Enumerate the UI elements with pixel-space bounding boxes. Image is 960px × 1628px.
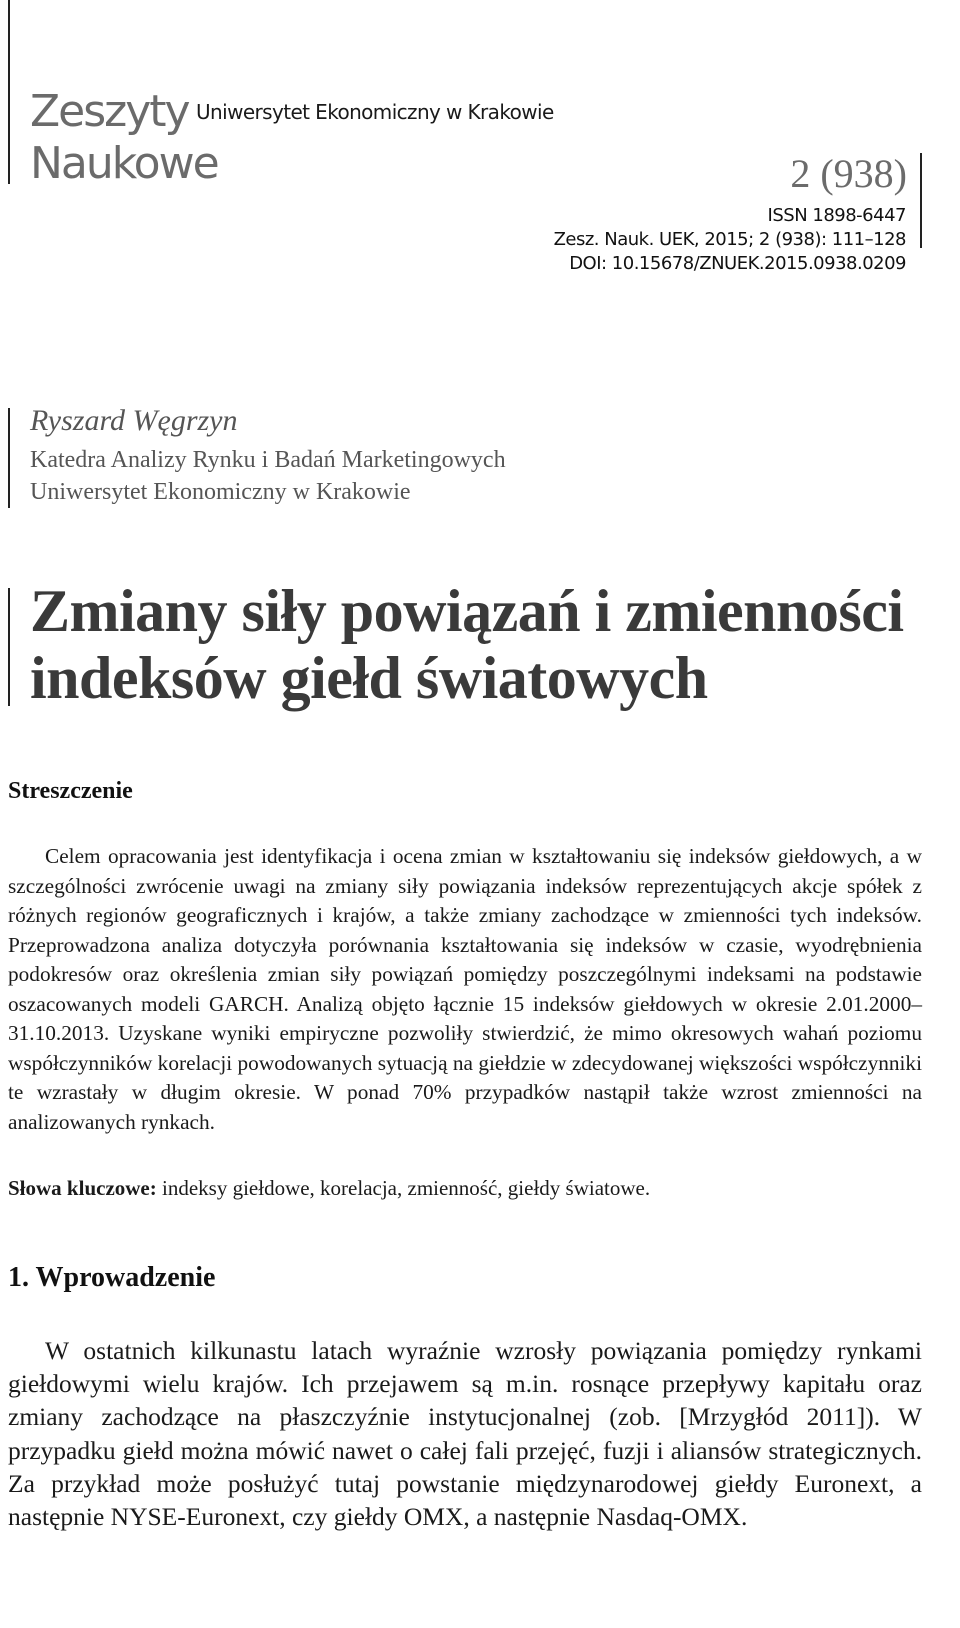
masthead-right-rule (920, 153, 922, 248)
journal-logo-naukowe: Naukowe (30, 138, 218, 189)
journal-logo-zeszyty: Zeszyty (30, 86, 189, 137)
journal-university: Uniwersytet Ekonomiczny w Krakowie (196, 100, 554, 124)
title-rule (8, 588, 10, 706)
author-name: Ryszard Węgrzyn (30, 404, 238, 437)
keywords (8, 1176, 650, 1201)
masthead-left-rule (8, 0, 10, 184)
author-university: Uniwersytet Ekonomiczny w Krakowie (30, 479, 411, 505)
abstract-heading: Streszczenie (8, 778, 133, 804)
section-heading: 1. Wprowadzenie (8, 1262, 216, 1293)
citation: Zesz. Nauk. UEK, 2015; 2 (938): 111–128 (553, 229, 906, 250)
keywords-text: indeksy giełdowe, korelacja, zmienność, giełdy światowe. (162, 1176, 651, 1200)
author-department: Katedra Analizy Rynku i Badań Marketingowych (30, 447, 506, 473)
keywords-label: Słowa kluczowe: (8, 1176, 157, 1200)
title-line-1: Zmiany siły powiązań i zmienności (30, 578, 904, 644)
title-line-2: indeksów giełd światowych (30, 645, 708, 711)
author-rule (8, 408, 10, 508)
abstract-text: Celem opracowania jest identyfikacja i ocena zmian w kształtowaniu się indeksów giełdowych, a w szczególności zwrócenie uwagi na zmiany siły powiązania indeksów reprezentujących akcje spółek z różnych regionów geograficznych i krajów, a także zmiany zachodzące w zmienności tych indeksów. Przeprowadzona analiza dotyczyła porównania kształtowania się indeksów w czasie, wyodrębnienia podokresów oraz określenia zmian siły powiązań pomiędzy poszczególnymi indeksami na podstawie oszacowanych modeli GARCH. Analizą objęto łącznie 15 indeksów giełdowych w okresie 2.01.2000–31.10.2013. Uzyskane wyniki empiryczne pozwoliły stwierdzić, że mimo okresowych wahań poziomu współczynników korelacji powodowanych sytuacją na giełdzie w zdecydowanej większości współczynniki te wzrastały w długim okresie. W ponad 70% przypadków nastąpił także wzrost zmienności na analizowanych rynkach. (8, 844, 922, 1134)
section-text: W ostatnich kilkunastu latach wyraźnie wzrosły powiązania pomiędzy rynkami giełdowymi wielu krajów. Ich przejawem są m.in. rosnące przepływy kapitału oraz zmiany zachodzące na płaszczyźnie instytucjonalnej (zob. [Mrzygłód 2011]). W przypadku giełd można mówić nawet o całej fali przejęć, fuzji i aliansów strategicznych. Za przykład może posłużyć tutaj powstanie międzynarodowej giełdy Euronext, a następnie NYSE-Euronext, czy giełdy OMX, a następnie Nasdaq-OMX. (8, 1336, 922, 1532)
doi: DOI: 10.15678/ZNUEK.2015.0938.0209 (569, 253, 906, 274)
issn: ISSN 1898-6447 (767, 205, 906, 226)
issue-number: 2 (938) (790, 151, 907, 196)
